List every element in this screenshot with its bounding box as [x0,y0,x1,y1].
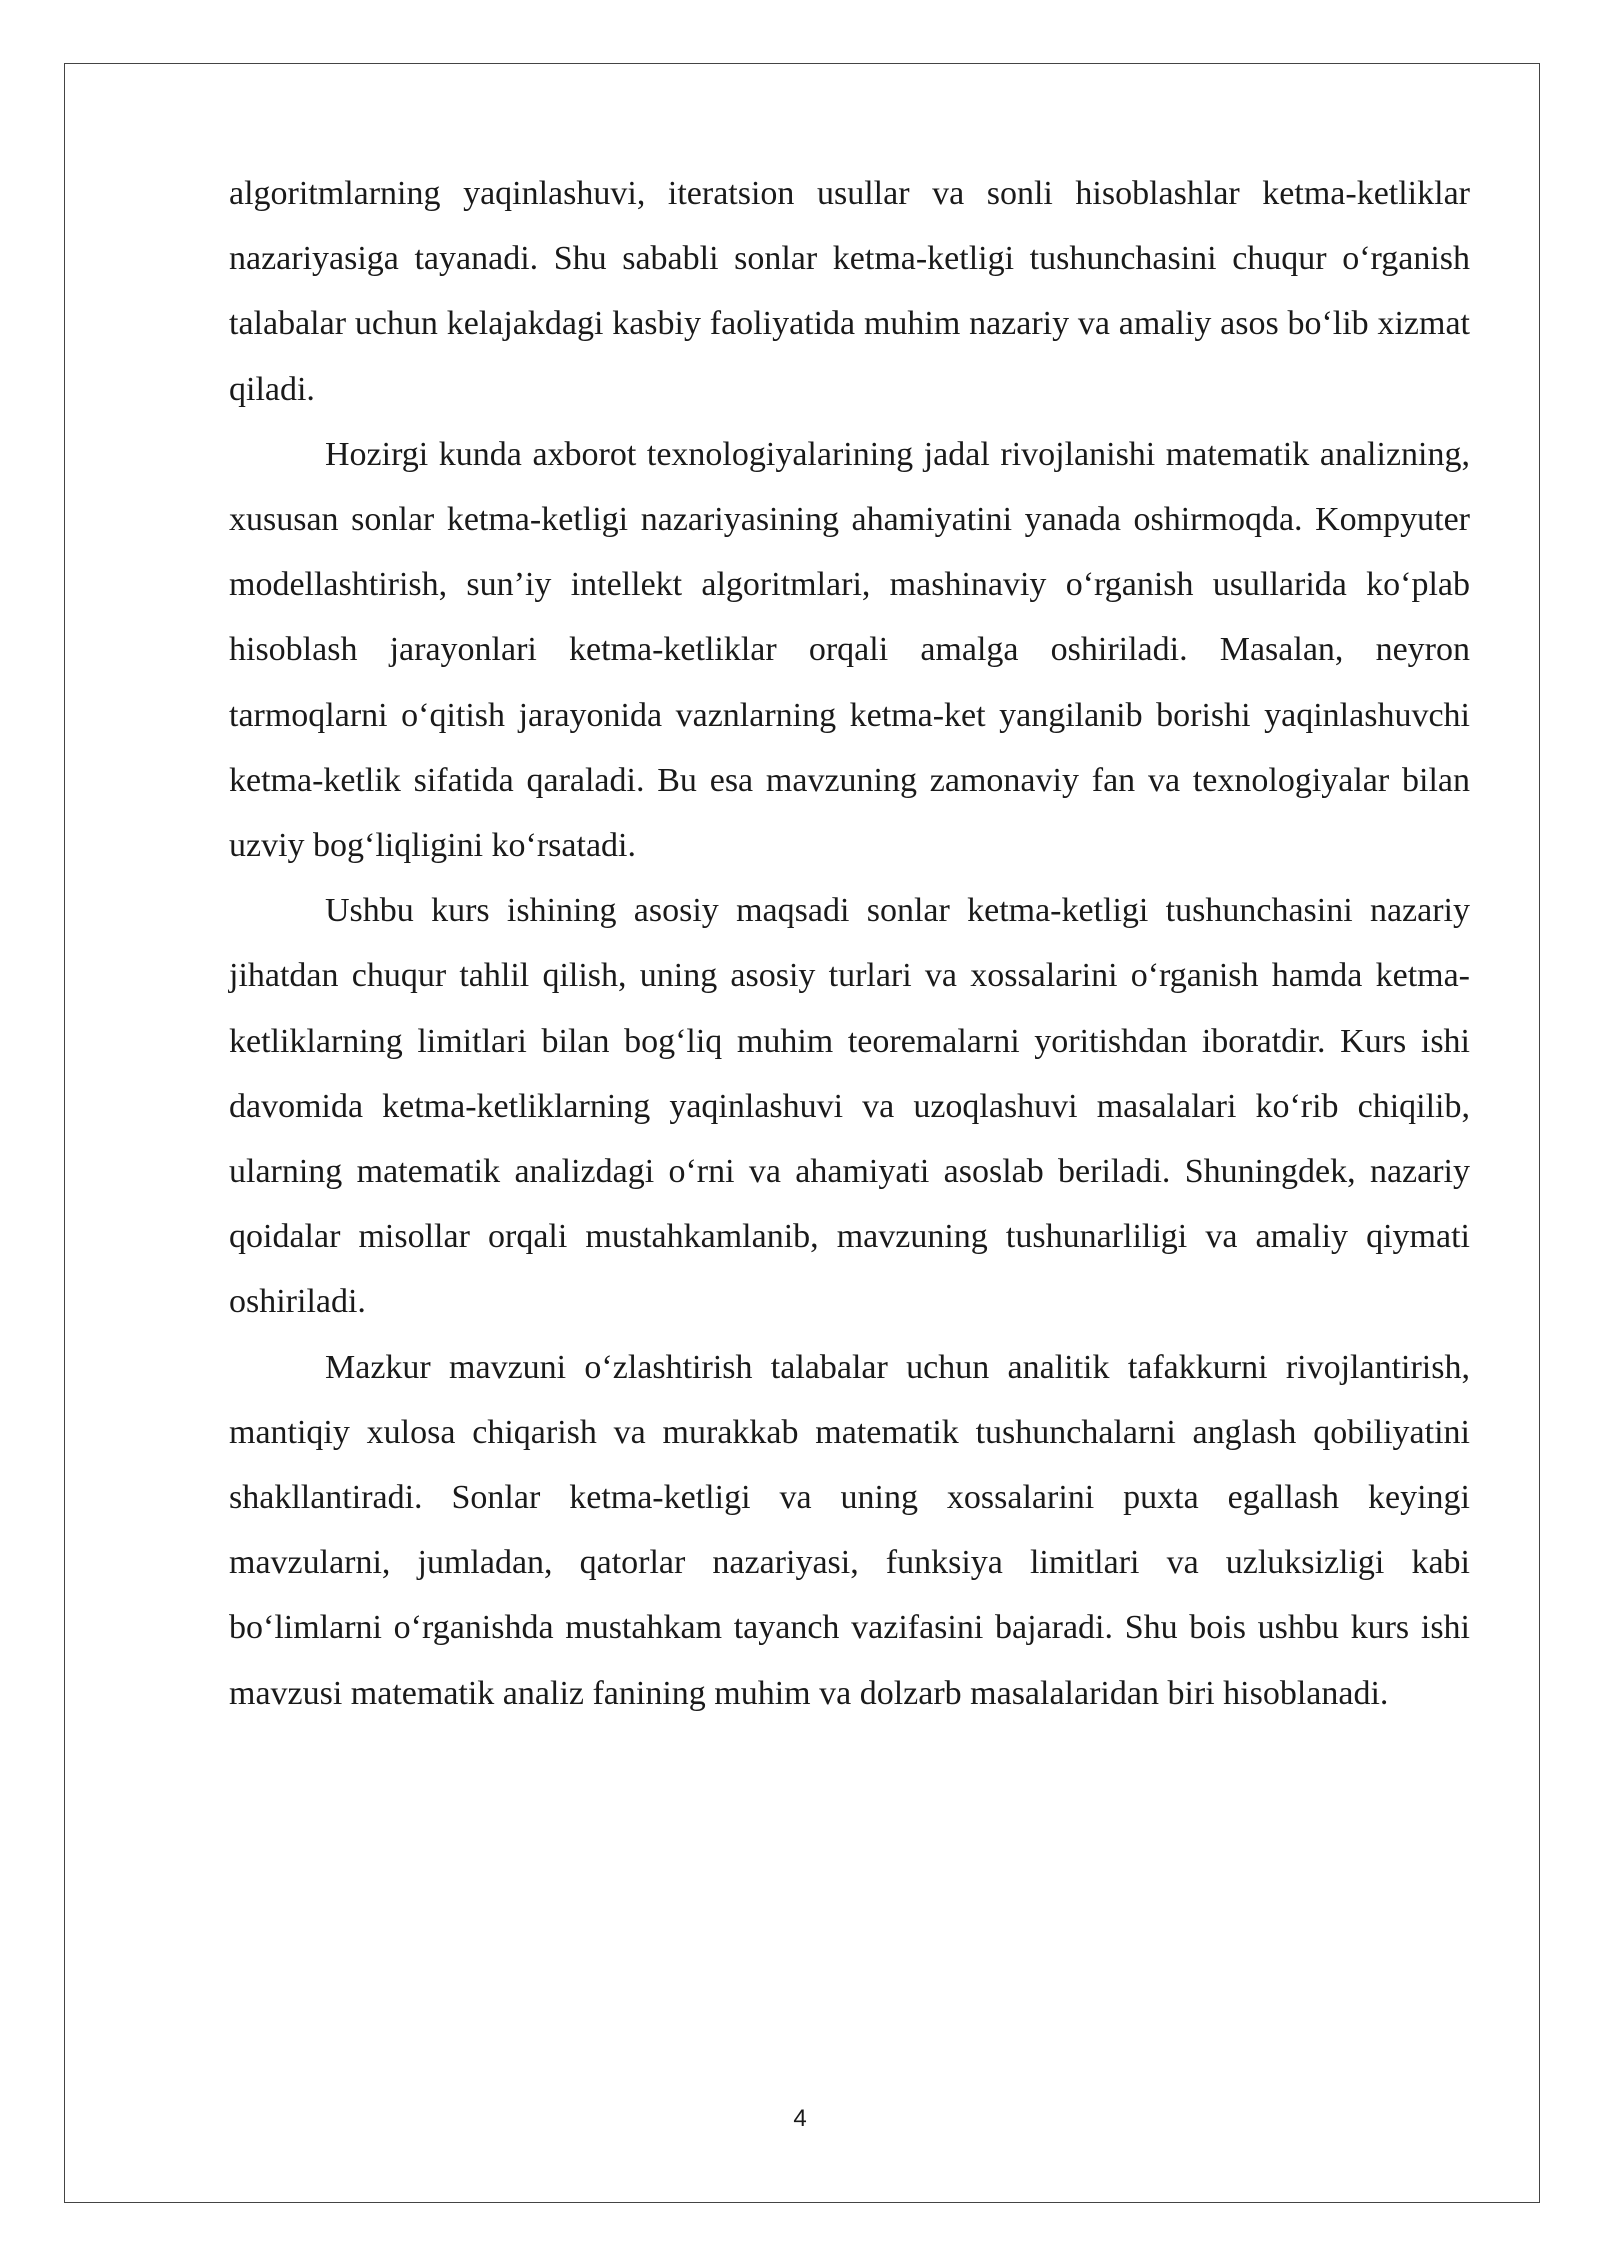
document-body [229,161,1470,1726]
page-number: 4 [793,2105,807,2132]
paragraph-topic-importance: Mazkur mavzuni o‘zlashtirish talabalar uchun analitik tafakkurni rivojlantirish, mantiqiy xulosa chiqarish va murakkab matematik tushunchalarni anglash qobiliyatini shakllantiradi. Sonlar ketma-ketligi va uning xossalarini puxta egallash keyingi mavzularni, jumladan, qatorlar nazariyasi, funksiya limitlari va uzluksizligi kabi bo‘limlarni o‘rganishda mustahkam tayanch vazifasini bajaradi. Shu bois ushbu kurs ishi mavzusi matematik analiz fanining muhim va dolzarb masalalaridan biri hisoblanadi. [229,1348,1470,1712]
paragraph-course-goal: Ushbu kurs ishining asosiy maqsadi sonlar ketma-ketligi tushunchasini nazariy jihatdan chuqur tahlil qilish, uning asosiy turlari va xossalarini o‘rganish hamda ketma-ketliklarning limitlari bilan bog‘liq muhim teoremalarni yoritishdan iboratdir. Kurs ishi davomida ketma-ketliklarning yaqinlashuvi va uzoqlashuvi masalalari ko‘rib chiqilib, ularning matematik analizdagi o‘rni va ahamiyati asoslab beriladi. Shuningdek, nazariy qoidalar misollar orqali mustahkamlanib, mavzuning tushunarliligi va amaliy qiymati oshiriladi. [229,892,1470,1321]
paragraph-information-technology: Hozirgi kunda axborot texnologiyalarining jadal rivojlanishi matematik analizning, xususan sonlar ketma-ketligi nazariyasining ahamiyatini yanada oshirmoqda. Kompyuter modellashtirish, sun’iy intellekt algoritmlari, mashinaviy o‘rganish usullarida ko‘plab hisoblash jarayonlari ketma-ketliklar orqali amalga oshiriladi. Masalan, neyron tarmoqlarni o‘qitish jarayonida vaznlarning ketma-ket yangilanib borishi yaqinlashuvchi ketma-ketlik sifatida qaraladi. Bu esa mavzuning zamonaviy fan va texnologiyalar bilan uzviy bog‘liqligini ko‘rsatadi. [229,435,1470,865]
paragraph-continuation: algoritmlarning yaqinlashuvi, iteratsion usullar va sonli hisoblashlar ketma-ketliklar nazariyasiga tayanadi. Shu sababli sonlar ketma-ketligi tushunchasini chuqur o‘rganish talabalar uchun kelajakdagi kasbiy faoliyatida muhim nazariy va amaliy asos bo‘lib xizmat qiladi. [229,175,1470,408]
